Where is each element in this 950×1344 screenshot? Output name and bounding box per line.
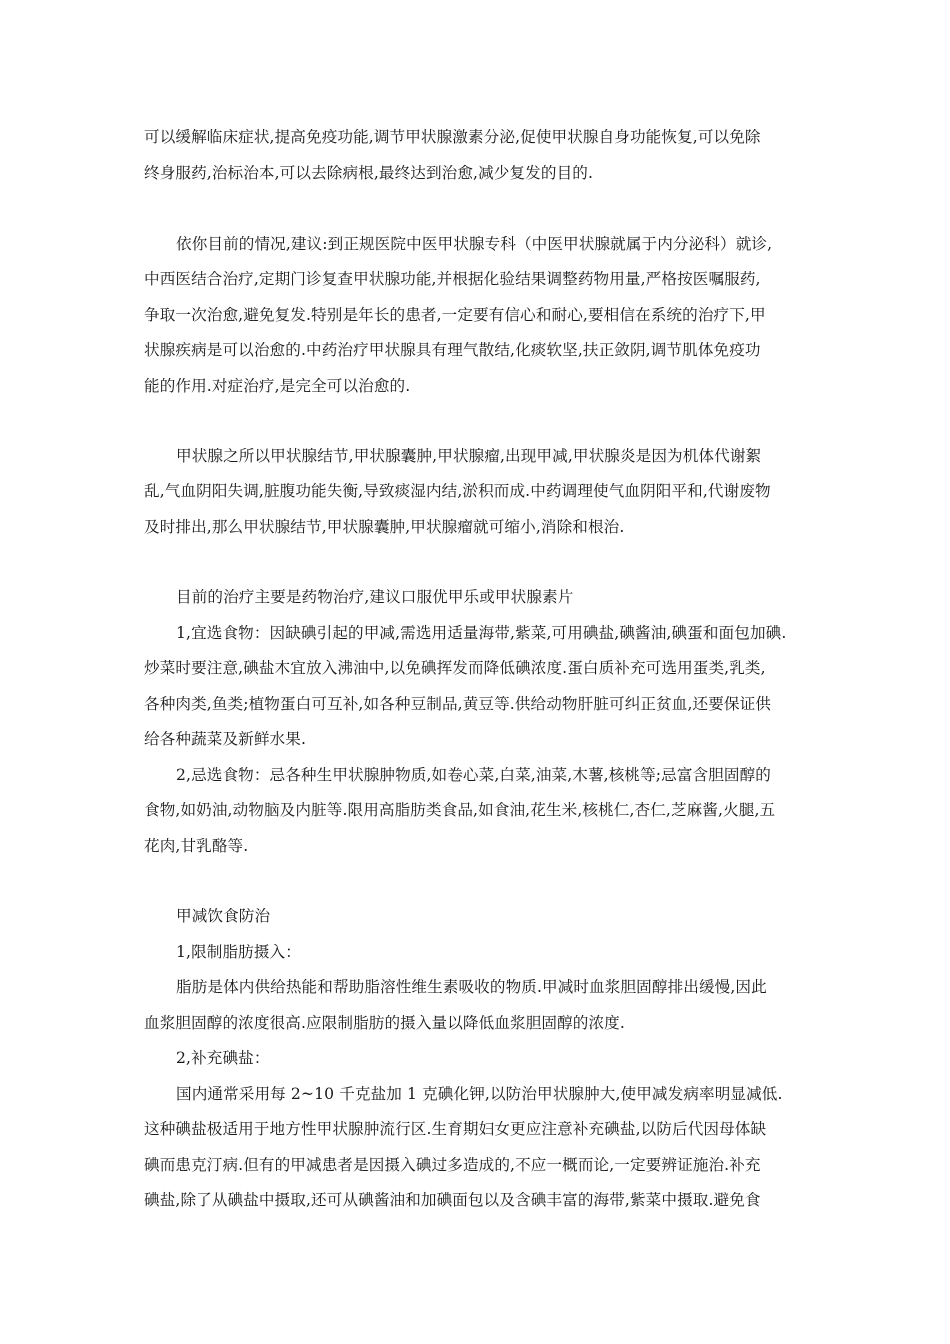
- paragraph-9-line-2: 血浆胆固醇的浓度很高.应限制脂肪的摄入量以降低血浆胆固醇的浓度.: [144, 1014, 625, 1032]
- paragraph-6-line-3: 花肉,甘乳酪等.: [144, 837, 249, 855]
- paragraph-11-line-1: 国内通常采用每 2~10 千克盐加 1 克碘化钾,以防治甲状腺肿大,使甲减发病率明显减低.: [176, 1085, 783, 1103]
- section-heading: 甲减饮食防治: [176, 907, 271, 925]
- paragraph-5-line-1: 1,宜选食物：因缺碘引起的甲减,需选用适量海带,紫菜,可用碘盐,碘酱油,碘蛋和面包加碘.: [176, 624, 787, 642]
- paragraph-1-line-2: 终身服药,治标治本,可以去除病根,最终达到治愈,减少复发的目的.: [144, 164, 594, 182]
- paragraph-11-line-4: 碘盐,除了从碘盐中摄取,还可从碘酱油和加碘面包以及含碘丰富的海带,紫菜中摄取.避免食: [144, 1191, 761, 1209]
- item-1-heading: 1,限制脂肪摄入：: [176, 943, 301, 961]
- paragraph-2-line-4: 状腺疾病是可以治愈的.中药治疗甲状腺具有理气散结,化痰软坚,扶正敛阴,调节肌体免疫功: [144, 341, 761, 359]
- paragraph-6-line-2: 食物,如奶油,动物脑及内脏等.限用高脂肪类食品,如食油,花生米,核桃仁,杏仁,芝麻酱,火腿,五: [144, 801, 776, 819]
- paragraph-5-line-4: 给各种蔬菜及新鲜水果.: [144, 730, 306, 748]
- paragraph-3-line-2: 乱,气血阴阳失调,脏腹功能失衡,导致痰湿内结,淤积而成.中药调理使气血阴阳平和,代谢废物: [144, 482, 771, 500]
- paragraph-5-line-3: 各种肉类,鱼类;植物蛋白可互补,如各种豆制品,黄豆等.供给动物肝脏可纠正贫血,还要保证供: [144, 695, 772, 713]
- paragraph-2-line-3: 争取一次治愈,避免复发.特别是年长的患者,一定要有信心和耐心,要相信在系统的治疗下,甲: [144, 306, 766, 324]
- paragraph-5-line-2: 炒菜时要注意,碘盐木宜放入沸油中,以免碘挥发而降低碘浓度.蛋白质补充可选用蛋类,乳类,: [144, 659, 766, 677]
- paragraph-2-line-2: 中西医结合治疗,定期门诊复查甲状腺功能,并根据化验结果调整药物用量,严格按医嘱服药,: [144, 270, 761, 288]
- paragraph-4-line-1: 目前的治疗主要是药物治疗,建议口服优甲乐或甲状腺素片: [176, 588, 574, 606]
- paragraph-9-line-1: 脂肪是体内供给热能和帮助脂溶性维生素吸收的物质.甲减时血浆胆固醇排出缓慢,因此: [176, 978, 767, 996]
- item-2-heading: 2,补充碘盐：: [176, 1049, 270, 1067]
- paragraph-3-line-3: 及时排出,那么甲状腺结节,甲状腺囊肿,甲状腺瘤就可缩小,消除和根治.: [144, 518, 625, 536]
- paragraph-2-line-5: 能的作用.对症治疗,是完全可以治愈的.: [144, 377, 411, 395]
- paragraph-11-line-3: 碘而患克汀病.但有的甲减患者是因摄入碘过多造成的,不应一概而论,一定要辨证施治.补充: [144, 1156, 761, 1174]
- paragraph-3-line-1: 甲状腺之所以甲状腺结节,甲状腺囊肿,甲状腺瘤,出现甲减,甲状腺炎是因为机体代谢絮: [176, 447, 762, 465]
- paragraph-2-line-1: 依你目前的情况,建议:到正规医院中医甲状腺专科（中医甲状腺就属于内分泌科）就诊,: [176, 235, 773, 253]
- paragraph-1-line-1: 可以缓解临床症状,提高免疫功能,调节甲状腺激素分泌,促使甲状腺自身功能恢复,可以免除: [144, 128, 761, 146]
- paragraph-11-line-2: 这种碘盐极适用于地方性甲状腺肿流行区.生育期妇女更应注意补充碘盐,以防后代因母体缺: [144, 1120, 767, 1138]
- paragraph-6-line-1: 2,忌选食物：忌各种生甲状腺肿物质,如卷心菜,白菜,油菜,木薯,核桃等;忌富含胆固醇的: [176, 766, 771, 784]
